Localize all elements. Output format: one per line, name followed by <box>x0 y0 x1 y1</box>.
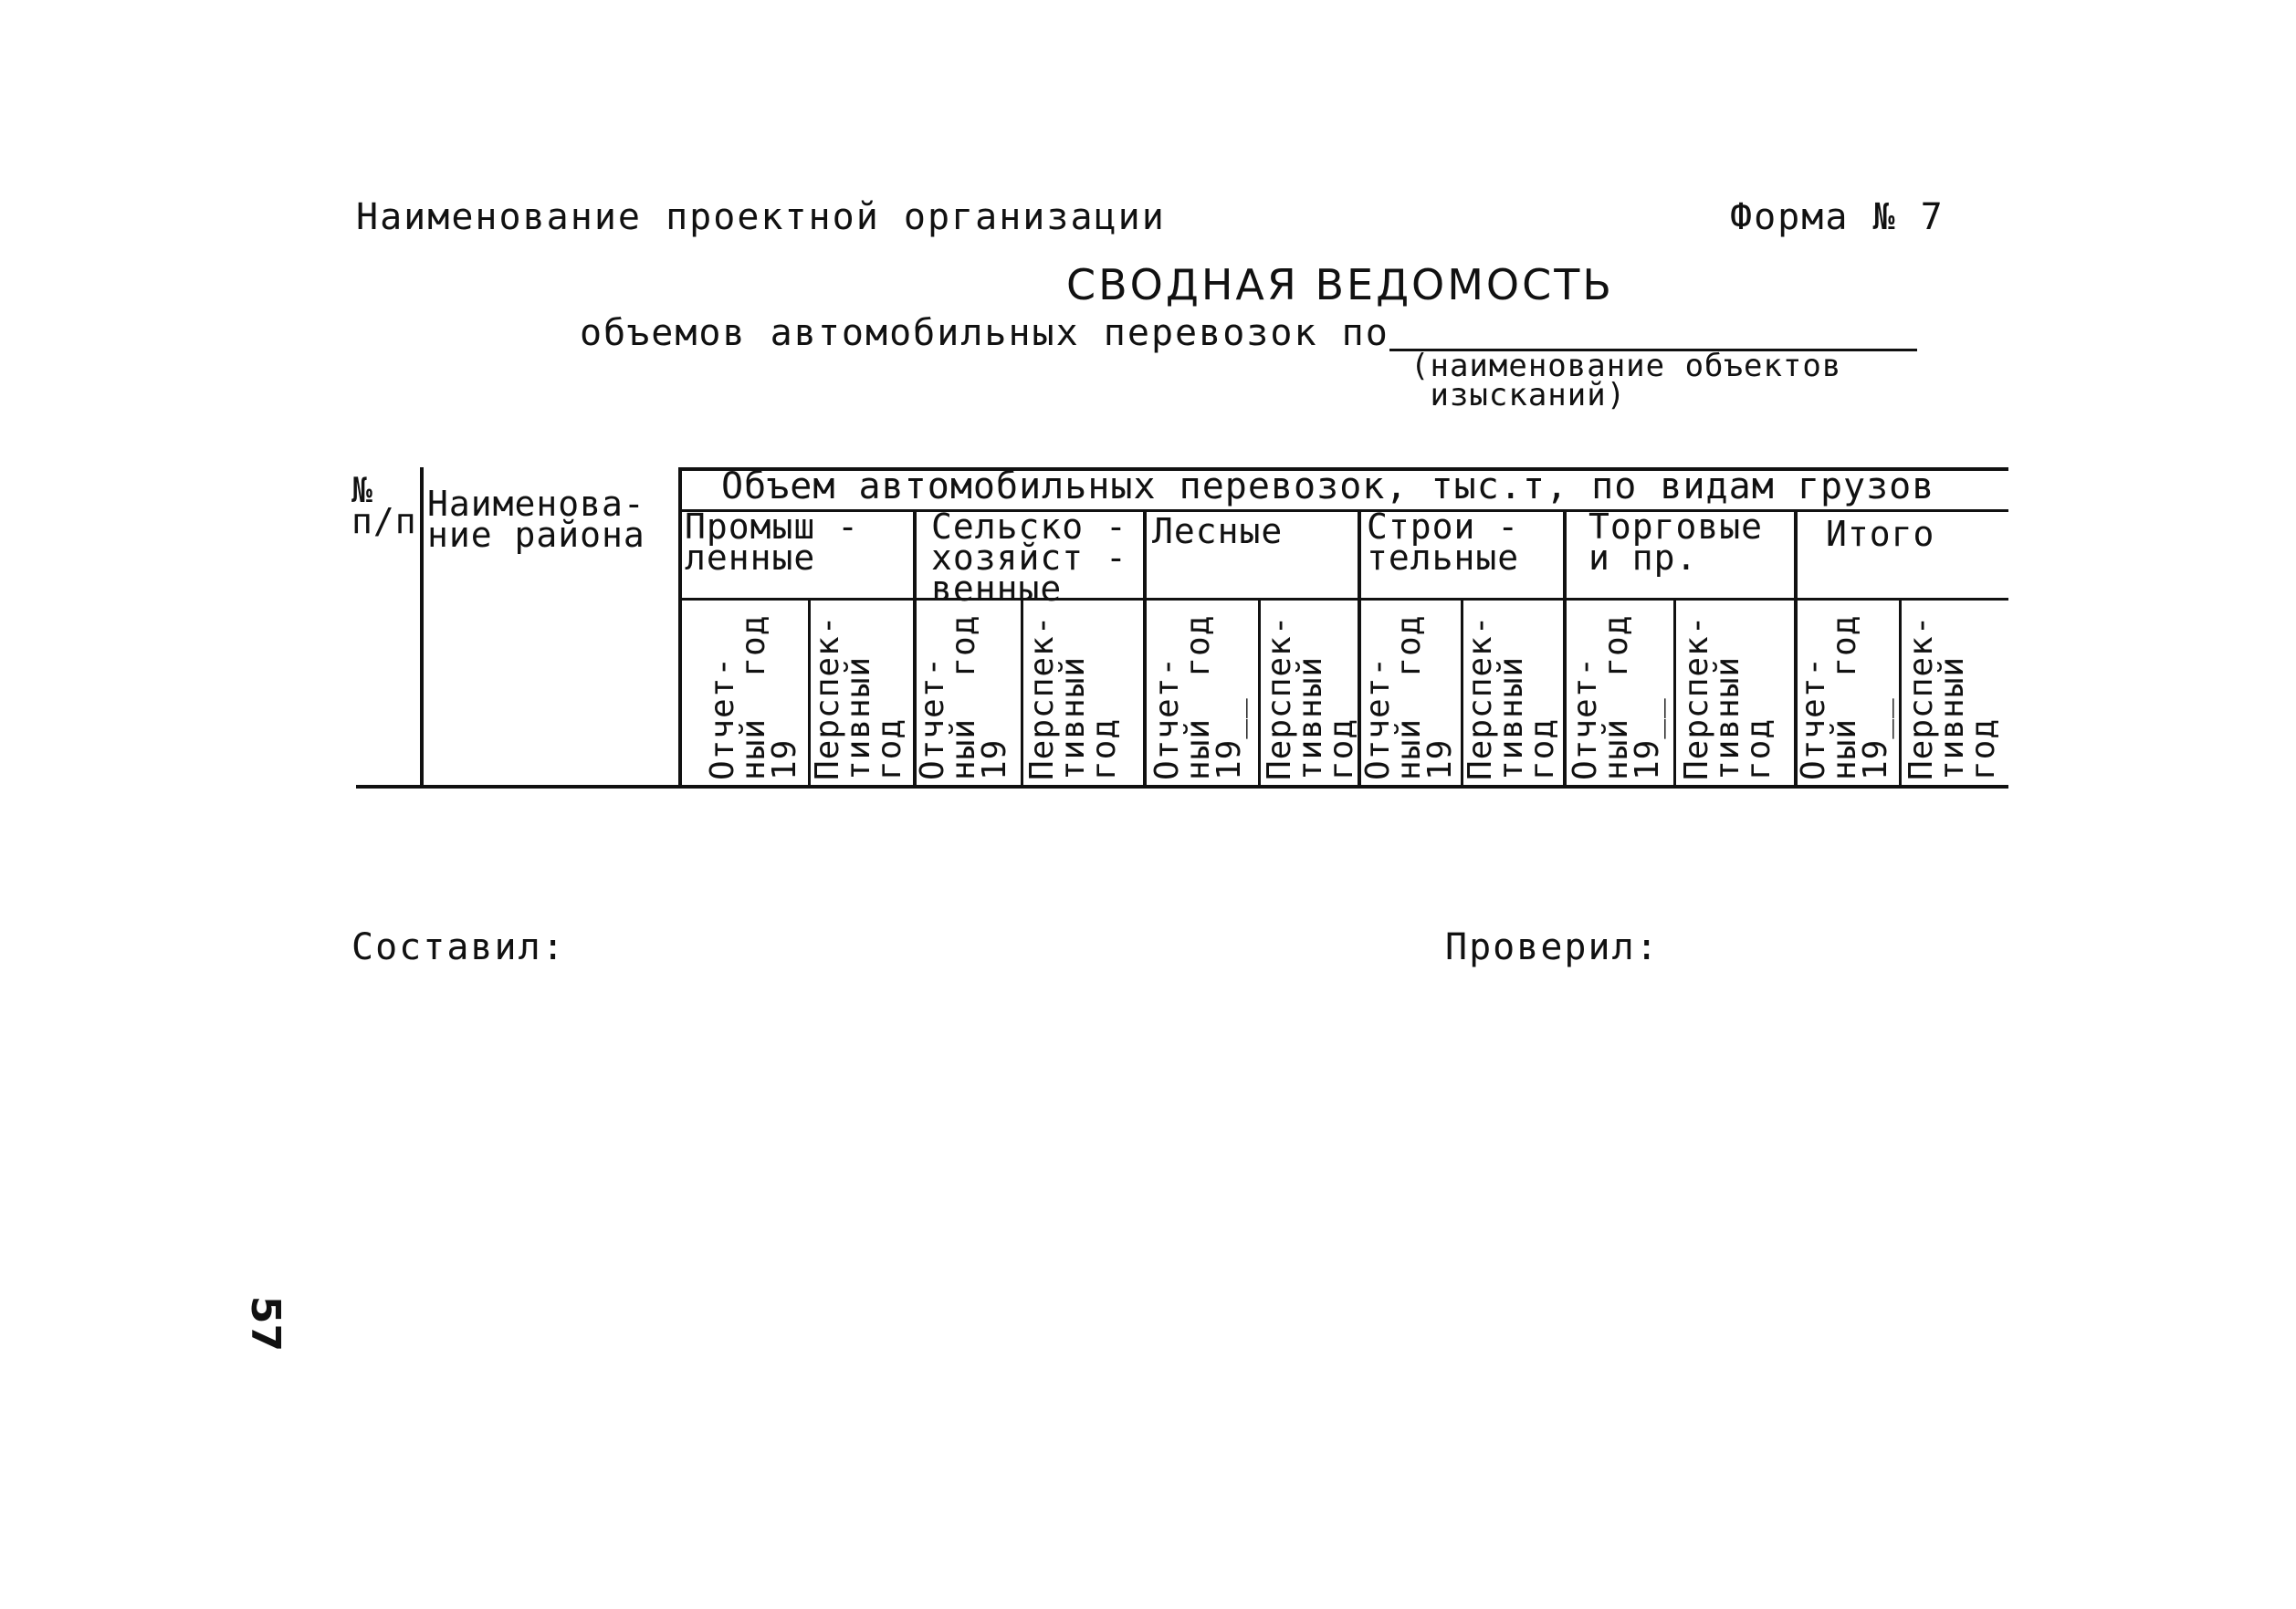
subcolumn-header-rule <box>680 598 2008 601</box>
organization-name: Наименование проектной организации <box>356 196 1166 238</box>
column-divider <box>1143 509 1147 787</box>
subcolumn-reporting-year: Отчет- ный год 19 <box>704 614 803 780</box>
cargo-type-total: Итого <box>1826 514 1935 554</box>
object-name-hint: (наименование объектов изысканий) <box>1410 348 1842 413</box>
subcolumn-prospective-year: Перспек- тивный год <box>1023 614 1123 780</box>
cargo-type-agricultural: Сельско - хозяйст - венные <box>931 507 1127 609</box>
subcolumn-prospective-year: Перспек- тивный год <box>1903 614 2002 780</box>
subcolumn-prospective-year: Перспек- тивный год <box>1261 614 1360 780</box>
cargo-header-rule <box>680 509 2008 512</box>
volume-header: Объем автомобильных перевозок, тыс.т, по видам грузов <box>721 465 1935 507</box>
subcolumn-prospective-year: Перспек- тивный год <box>1678 614 1777 780</box>
document-title: СВОДНАЯ ВЕДОМОСТЬ <box>1066 260 1614 309</box>
column-divider <box>420 467 424 787</box>
cargo-type-industrial: Промыш - ленные <box>685 507 860 578</box>
compiled-by-label: Составил: <box>351 926 566 968</box>
district-column-header: Наименова- ние района <box>427 484 645 555</box>
column-divider <box>1899 598 1902 787</box>
number-column-header: № п/п <box>351 470 417 541</box>
cargo-type-trade: Торговые и пр. <box>1588 507 1764 578</box>
form-number: Форма № 7 <box>1730 196 1945 238</box>
subcolumn-reporting-year: Отчет- ный год 19__ <box>1567 614 1666 780</box>
subcolumn-reporting-year: Отчет- ный год 19__ <box>1795 614 1894 780</box>
subcolumn-reporting-year: Отчет- ный год 19 <box>1359 614 1459 780</box>
subcolumn-prospective-year: Перспек- тивный год <box>809 614 908 780</box>
column-divider <box>678 467 682 787</box>
table-bottom-rule <box>356 785 2008 789</box>
document-subtitle: объемов автомобильных перевозок по <box>580 312 1389 354</box>
subcolumn-reporting-year: Отчет- ный год 19__ <box>1148 614 1248 780</box>
page-number: 57 <box>242 1295 289 1353</box>
subcolumn-prospective-year: Перспек- тивный год <box>1462 614 1561 780</box>
checked-by-label: Проверил: <box>1445 926 1660 968</box>
subcolumn-reporting-year: Отчет- ный год 19 <box>914 614 1013 780</box>
column-divider <box>1673 598 1676 787</box>
cargo-type-forest: Лесные <box>1152 511 1284 551</box>
cargo-type-construction: Строи - тельные <box>1367 507 1520 578</box>
